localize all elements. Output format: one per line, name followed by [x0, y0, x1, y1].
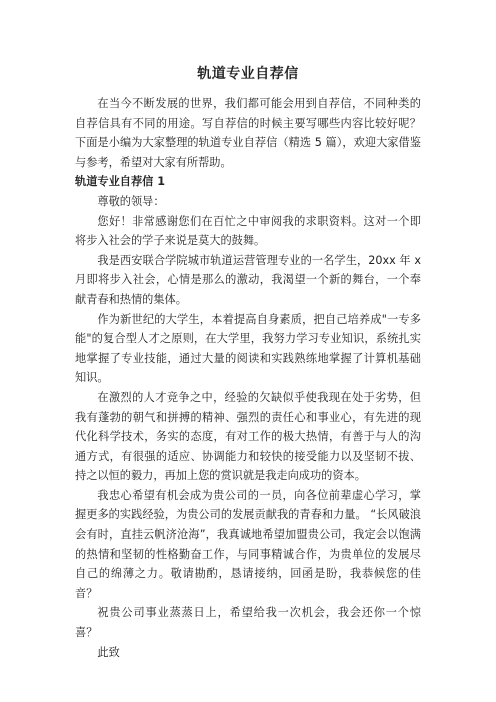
body-paragraph: 我忠心希望有机会成为贵公司的一员，向各位前辈虚心学习，掌握更多的实践经验，为贵公司的发展贡献我的青春和力量。 “长风破浪会有时，直挂云帆济沧海”，我真诚地希望加盟贵公司，我定会以饱满的热情和坚韧的性格勤奋工作，与同事精诚合作，为贵单位的发展尽自己的绵薄之力。敬请勘酌，恳请接纳，回函是盼，我恭候您的佳音？ — [75, 488, 421, 600]
document-page — [75, 0, 421, 662]
body-paragraph: 作为新世纪的大学生，本着提高自身素质，把自己培养成"一专多能"的复合型人才之原则，在大学里，我努力学习专业知识，系统扎实地掌握了专业技能，通过大量的阅读和实践熟练地掌握了计算机基础知识。 — [75, 312, 421, 385]
body-paragraph: 我是西安联合学院城市轨道运营管理专业的一名学生，20xx 年 x 月即将步入社会，心情是那么的激动，我渴望一个新的舞台，一个奉献青春和热情的集体。 — [75, 253, 421, 306]
body-paragraph: 祝贵公司事业蒸蒸日上，希望给我一次机会，我会还你一个惊喜？ — [75, 606, 421, 640]
closing-line: 此致 — [97, 645, 120, 659]
intro-paragraph: 在当今不断发展的世界，我们都可能会用到自荐信，不同种类的自荐信具有不同的用途。写自荐信的时候主要写哪些内容比较好呢？下面是小编为大家整理的轨道专业自荐信（精选 5 篇），欢迎大家借鉴与参考，希望对大家有所帮助。 — [75, 97, 421, 169]
body-paragraph: 您好！非常感谢您们在百忙之中审阅我的求职资料。这对一个即将步入社会的学子来说是莫大的鼓舞。 — [75, 214, 421, 248]
body-paragraph: 在激烈的人才竞争之中，经验的欠缺似乎使我现在处于劣势，但我有蓬勃的朝气和拼搏的精神、强烈的责任心和事业心，有先进的现代化科学技术，务实的态度，有对工作的极大热情，有善于与人的沟通方式，有很强的适应、协调能力和较快的接受能力以及坚韧不拔、持之以恒的毅力，再加上您的赏识就是我走向成功的资本。 — [75, 390, 421, 483]
document-title: 轨道专业自荐信 — [197, 66, 299, 82]
greeting: 尊敬的领导： — [97, 194, 165, 208]
section-heading: 轨道专业自荐信 1 — [75, 175, 165, 189]
document-body — [75, 94, 421, 662]
